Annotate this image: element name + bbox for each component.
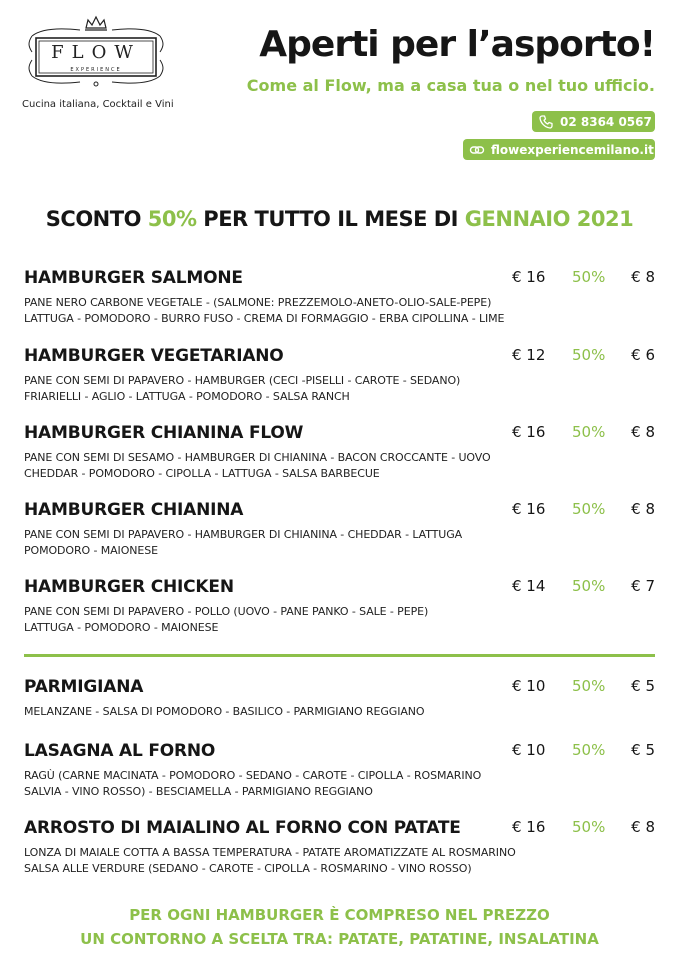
item-price: € 12 <box>512 346 546 364</box>
description-line: PANE NERO CARBONE VEGETALE - (SALMONE: PREZZEMOLO-ANETO-OLIO-SALE-PEPE) <box>24 296 492 309</box>
item-discount: 50% <box>572 741 606 759</box>
item-name: PARMIGIANA <box>24 677 144 697</box>
headline: Aperti per l’asporto! <box>259 24 655 65</box>
item-description <box>24 373 655 405</box>
logo-wordmark: FLOW <box>51 42 141 63</box>
website-badge[interactable] <box>463 139 655 160</box>
description-line: FRIARIELLI - AGLIO - LATTUGA - POMODORO - SALSA RANCH <box>24 390 350 403</box>
description-line: SALVIA - VINO ROSSO) - BESCIAMELLA - PARMIGIANO REGGIANO <box>24 785 373 798</box>
description-line: MELANZANE - SALSA DI POMODORO - BASILICO - PARMIGIANO REGGIANO <box>24 705 425 718</box>
phone-icon <box>538 114 554 130</box>
tagline: Cucina italiana, Cocktail e Vini <box>22 99 174 110</box>
item-name: LASAGNA AL FORNO <box>24 741 216 761</box>
description-line: SALSA ALLE VERDURE (SEDANO - CAROTE - CIPOLLA - ROSMARINO - VINO ROSSO) <box>24 862 472 875</box>
description-line: LATTUGA - POMODORO - MAIONESE <box>24 621 219 634</box>
item-description <box>24 704 655 720</box>
item-name: HAMBURGER CHICKEN <box>24 577 234 597</box>
item-final-price: € 8 <box>631 423 655 441</box>
item-description <box>24 295 655 327</box>
crown-icon <box>85 17 107 30</box>
item-price: € 10 <box>512 741 546 759</box>
item-name: HAMBURGER SALMONE <box>24 268 243 288</box>
item-price: € 16 <box>512 818 546 836</box>
item-name: HAMBURGER CHIANINA <box>24 500 244 520</box>
item-description <box>24 527 655 559</box>
description-line: PANE CON SEMI DI PAPAVERO - POLLO (UOVO - PANE PANKO - SALE - PEPE) <box>24 605 429 618</box>
item-name: ARROSTO DI MAIALINO AL FORNO CON PATATE <box>24 818 461 838</box>
item-discount: 50% <box>572 577 606 595</box>
phone-badge[interactable] <box>532 111 655 132</box>
footer-line: PER OGNI HAMBURGER È COMPRESO NEL PREZZO <box>129 906 550 924</box>
description-line: PANE CON SEMI DI PAPAVERO - HAMBURGER (CECI -PISELLI - CAROTE - SEDANO) <box>24 374 461 387</box>
item-price: € 16 <box>512 500 546 518</box>
description-line: RAGÙ (CARNE MACINATA - POMODORO - SEDANO - CAROTE - CIPOLLA - ROSMARINO <box>24 769 482 782</box>
description-line: PANE CON SEMI DI PAPAVERO - HAMBURGER DI CHIANINA - CHEDDAR - LATTUGA <box>24 528 463 541</box>
item-name: HAMBURGER CHIANINA FLOW <box>24 423 304 443</box>
item-description <box>24 604 655 636</box>
promo-text-1: SCONTO <box>45 207 148 231</box>
item-price: € 16 <box>512 268 546 286</box>
description-line: PANE CON SEMI DI SESAMO - HAMBURGER DI CHIANINA - BACON CROCCANTE - UOVO <box>24 451 491 464</box>
promo-banner <box>0 207 679 231</box>
item-final-price: € 8 <box>631 818 655 836</box>
flow-logo <box>22 14 170 94</box>
item-discount: 50% <box>572 268 606 286</box>
description-line: CHEDDAR - POMODORO - CIPOLLA - LATTUGA - SALSA BARBECUE <box>24 467 380 480</box>
item-final-price: € 5 <box>631 741 655 759</box>
item-price: € 16 <box>512 423 546 441</box>
footer-line: UN CONTORNO A SCELTA TRA: PATATE, PATATINE, INSALATINA <box>80 930 599 948</box>
item-final-price: € 5 <box>631 677 655 695</box>
item-final-price: € 7 <box>631 577 655 595</box>
description-line: LONZA DI MAIALE COTTA A BASSA TEMPERATURA - PATATE AROMATIZZATE AL ROSMARINO <box>24 846 516 859</box>
item-description <box>24 450 655 482</box>
item-price: € 10 <box>512 677 546 695</box>
item-final-price: € 6 <box>631 346 655 364</box>
item-discount: 50% <box>572 500 606 518</box>
item-final-price: € 8 <box>631 500 655 518</box>
description-line: LATTUGA - POMODORO - BURRO FUSO - CREMA DI FORMAGGIO - ERBA CIPOLLINA - LIME <box>24 312 505 325</box>
item-name: HAMBURGER VEGETARIANO <box>24 346 284 366</box>
item-discount: 50% <box>572 346 606 364</box>
footer-note <box>0 903 679 951</box>
section-divider <box>24 654 655 657</box>
description-line: POMODORO - MAIONESE <box>24 544 158 557</box>
item-final-price: € 8 <box>631 268 655 286</box>
item-discount: 50% <box>572 423 606 441</box>
item-price: € 14 <box>512 577 546 595</box>
website-url: flowexperiencemilano.it <box>491 142 654 157</box>
phone-number: 02 8364 0567 <box>560 114 652 129</box>
item-discount: 50% <box>572 677 606 695</box>
promo-month: GENNAIO 2021 <box>464 207 634 231</box>
item-description <box>24 768 655 800</box>
logo-subtitle: EXPERIENCE <box>70 67 122 73</box>
item-discount: 50% <box>572 818 606 836</box>
promo-text-2: PER TUTTO IL MESE DI <box>196 207 465 231</box>
item-description <box>24 845 655 877</box>
promo-discount: 50% <box>147 207 197 231</box>
subheadline: Come al Flow, ma a casa tua o nel tuo ufficio. <box>246 76 655 95</box>
link-icon <box>469 142 485 158</box>
